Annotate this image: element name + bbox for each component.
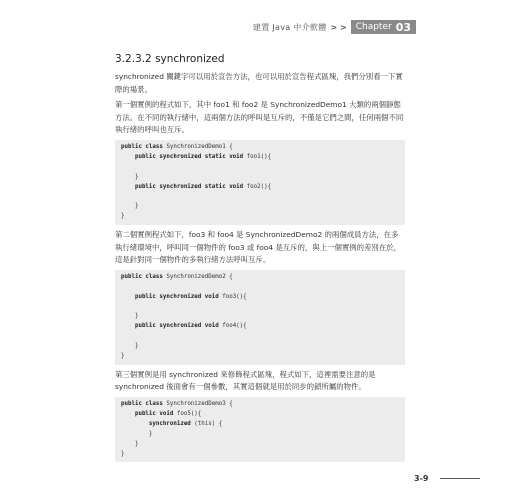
code-text: } bbox=[121, 450, 125, 457]
code-line bbox=[121, 293, 399, 303]
code-keyword: public class bbox=[121, 143, 167, 150]
code-line bbox=[121, 420, 399, 430]
code-text: foo3(){ bbox=[222, 293, 247, 300]
header-arrows: > > bbox=[330, 22, 347, 32]
code-block-1 bbox=[115, 140, 405, 225]
code-line bbox=[121, 450, 399, 460]
chapter-tab bbox=[351, 20, 416, 34]
code-text: } bbox=[121, 203, 139, 210]
code-keyword: public synchronized void bbox=[121, 293, 223, 300]
code-line bbox=[121, 143, 399, 153]
code-keyword: public synchronized void bbox=[121, 323, 223, 330]
page-number: 3-9 bbox=[414, 474, 429, 483]
code-text: } bbox=[121, 213, 125, 220]
code-text: foo2(){ bbox=[246, 183, 272, 190]
code-line bbox=[121, 342, 399, 352]
section-title: 3.2.3.2 synchronized bbox=[115, 53, 225, 65]
running-header bbox=[253, 20, 416, 34]
code-keyword: synchronized bbox=[121, 420, 195, 427]
code-line bbox=[121, 332, 399, 342]
code-line bbox=[121, 283, 399, 293]
code-line bbox=[121, 322, 399, 332]
code-text: } bbox=[121, 343, 139, 350]
code-text: SynchronizedDemo1 { bbox=[166, 143, 233, 150]
code-text: } bbox=[121, 353, 125, 359]
code-keyword: public class bbox=[121, 401, 167, 408]
book-subtitle: 建置 Java 中介軟體 bbox=[252, 22, 327, 32]
code-line bbox=[121, 192, 399, 202]
code-keyword: public void bbox=[121, 410, 177, 417]
paragraph-intro: synchronized 關鍵字可以用於宣告方法，也可以用於宣告程式區塊，我們分別看一下實際的場景。 bbox=[115, 72, 403, 94]
code-keyword: public synchronized static void bbox=[121, 153, 247, 160]
code-line bbox=[121, 183, 399, 193]
code-line bbox=[121, 410, 399, 420]
chapter-label: Chapter bbox=[355, 22, 392, 32]
code-line bbox=[121, 163, 399, 173]
code-text: foo4(){ bbox=[222, 323, 247, 330]
code-line bbox=[121, 173, 399, 183]
code-text: SynchronizedDemo2 { bbox=[166, 273, 233, 280]
code-line bbox=[121, 212, 399, 222]
code-line bbox=[121, 153, 399, 163]
code-line bbox=[121, 273, 399, 283]
paragraph-example-2: 第二個實例程式如下，foo3 和 foo4 是 SynchronizedDemo2 的兩個成員方法，在多執行緒環境中，呼叫同一個物件的 foo3 或 foo4 是互斥的，與上一個實例的差別在於，這是針對同一個物件的多執行緒方法呼叫互斥。 bbox=[115, 230, 401, 265]
paragraph-example-3: 第三個實例是用 synchronized 來修飾程式區塊，程式如下，這裡需要注意的是 synchronized 後面會有一個參數，其實這個就是用於同步的鎖所屬的物件。 bbox=[115, 369, 376, 392]
code-line bbox=[121, 303, 399, 313]
code-text: foo5(){ bbox=[176, 410, 202, 417]
page-content bbox=[115, 53, 405, 466]
code-text: SynchronizedDemo3 { bbox=[166, 401, 233, 408]
chapter-number: 03 bbox=[395, 20, 411, 34]
code-keyword: public class bbox=[121, 273, 167, 280]
code-line bbox=[121, 430, 399, 440]
code-text: (this) { bbox=[194, 420, 223, 427]
paragraph-example-1: 第一個實例的程式如下，其中 foo1 和 foo2 是 SynchronizedDemo1 大類的兩個靜態方法。在不同的執行緒中，這兩個方法的呼叫是互斥的，不僅是它們之間，任何兩個不同執行緒的呼叫也互斥。 bbox=[115, 100, 404, 135]
code-line bbox=[121, 440, 399, 450]
code-text: } bbox=[121, 440, 139, 447]
code-line bbox=[121, 352, 399, 362]
code-keyword: public synchronized static void bbox=[121, 183, 247, 190]
code-text: } bbox=[121, 173, 139, 180]
code-text: foo1(){ bbox=[246, 153, 272, 160]
code-text: } bbox=[121, 313, 139, 320]
code-block-3 bbox=[115, 397, 405, 462]
code-line bbox=[121, 400, 399, 410]
code-block-2 bbox=[115, 270, 405, 365]
code-line bbox=[121, 312, 399, 322]
code-line bbox=[121, 202, 399, 212]
code-text: } bbox=[121, 430, 153, 437]
page-number-rule bbox=[440, 478, 480, 479]
